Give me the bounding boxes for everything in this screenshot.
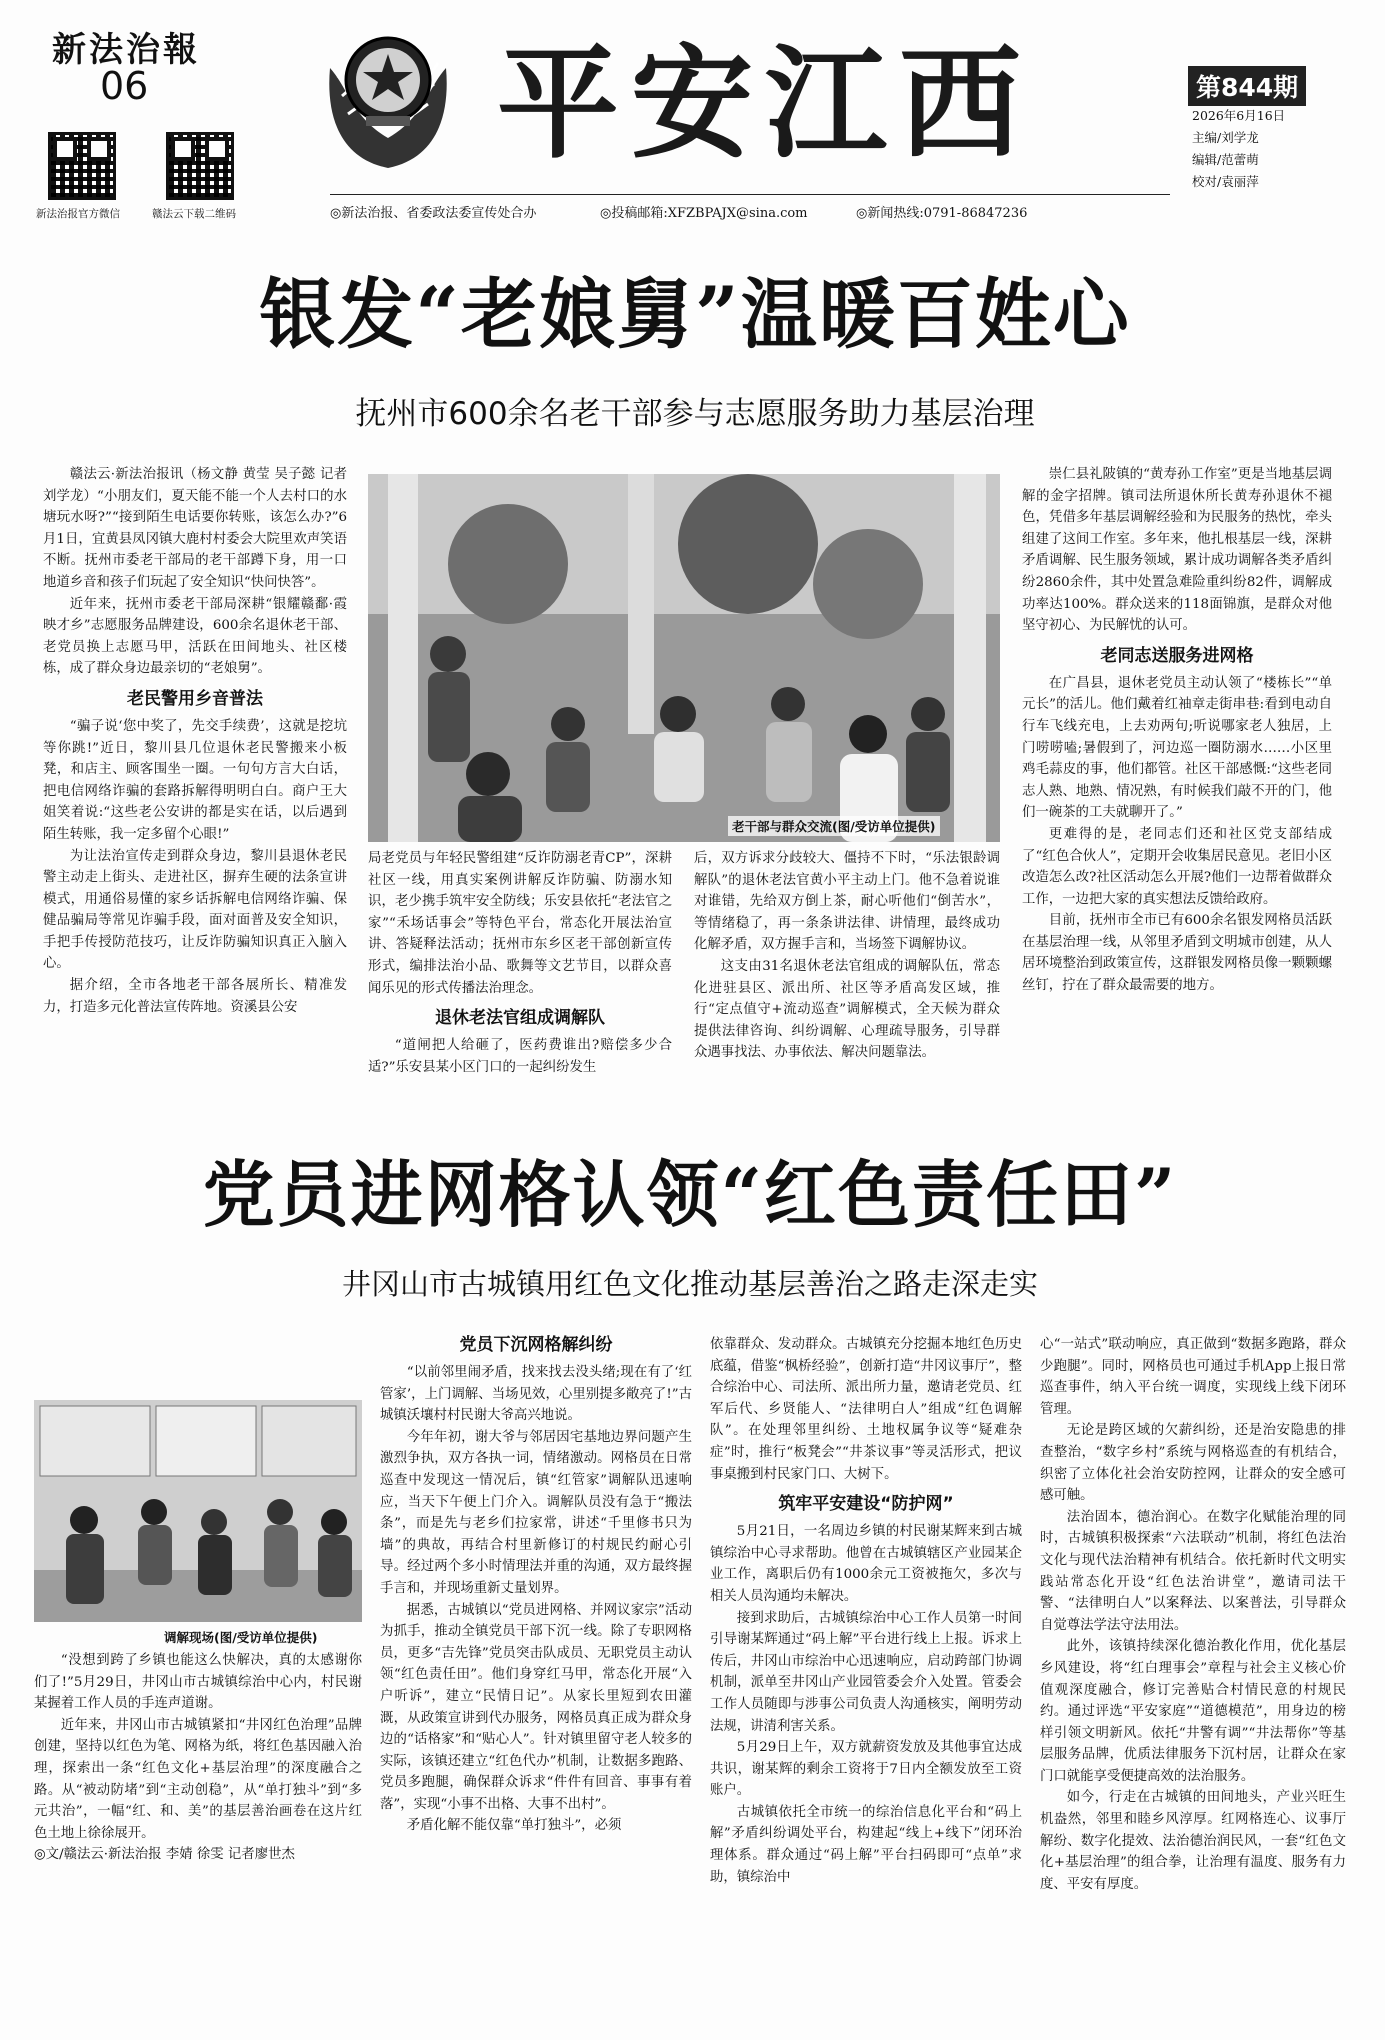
subhead-party-members: 党员下沉网格解纠纷 — [459, 1335, 613, 1355]
article2-photo-caption: 调解现场(图/受访单位提供) — [164, 1630, 318, 1645]
subhead-judges: 退休老法官组成调解队 — [435, 1008, 605, 1029]
article1-headline: 银发“老娘舅”温暖百姓心 — [259, 270, 1131, 359]
paragraph: 5月29日上午，双方就薪资发放及其他事宜达成共识，谢某辉的剩余工资将于7日内全额发放至工资账户。 — [710, 1740, 1022, 1799]
submission-email: ◎投稿邮箱:XFZBPAJX@sina.com — [600, 206, 808, 221]
paragraph: 赣法云·新法治报讯（杨文静 黄莹 吴子懿 记者刘学龙）“小朋友们，夏天能不能一个人去村口的水塘玩水呀?”“接到陌生电话要你转账，该怎么办?”6月1日，宜黄县凤冈镇大鹿村村委会大院里欢声笑语不断。抚州市委老干部局的老干部蹲下身，用一口地道乡音和孩子们玩起了安全知识“快问快答”。 — [43, 467, 347, 590]
paragraph: 今年年初，谢大爷与邻居因宅基地边界问题产生激烈争执，双方各执一词，情绪激动。网格员在日常巡查中发现这一情况后，镇“红管家”调解队迅速响应，当天下午便上门介入。调解队员没有急于“搬法条”，而是先与老乡们拉家常，讲述“千里修书只为墙”的典故，再结合村里新修订的村规民约耐心引导。经过两个多小时情理法并重的沟通，双方最终握手言和，并现场重新丈量划界。 — [380, 1429, 692, 1596]
article2-subheadline: 井冈山市古城镇用红色文化推动基层善治之路走深走实 — [341, 1267, 1038, 1301]
article1-column-2 — [368, 848, 672, 1078]
paragraph: 如今，行走在古城镇的田间地头，产业兴旺生机盎然，邻里和睦乡风淳厚。红网格连心、议事厅解纷、数字化提效、法治德治润民风，一套“红色文化+基层治理”的组合拳，让治理有温度、服务有力度、平安有厚度。 — [1040, 1790, 1346, 1892]
news-hotline: ◎新闻热线:0791-86847236 — [856, 206, 1028, 221]
paragraph: 接到求助后，古城镇综治中心工作人员第一时间引导谢某辉通过“码上解”平台进行线上上报。诉求上传后，井冈山市综治中心迅速响应，启动跨部门协调机制，派单至井冈山产业园管委会介入处置。管委会工作人员随即与涉事公司负责人沟通核实，阐明劳动法规，讲清利害关系。 — [710, 1610, 1022, 1734]
paragraph: “没想到跨了乡镇也能这么快解决，真的太感谢你们了!”5月29日，井冈山市古城镇综治中心内，村民谢某握着工作人员的手连声道谢。 — [34, 1653, 362, 1712]
paragraph: 矛盾化解不能仅靠“单打独斗”，必须 — [406, 1818, 622, 1834]
subhead-grid: 老同志送服务进网格 — [1100, 645, 1254, 666]
paragraph: 心“一站式”联动响应，真正做到“数据多跑路，群众少跑腿”。同时，网格员也可通过手机App上报日常巡查事件，纳入平台统一调度，实现线上线下闭环管理。 — [1040, 1337, 1346, 1417]
paragraph: 近年来，抚州市委老干部局深耕“银耀赣鄱·霞映才乡”志愿服务品牌建设，600余名退休老干部、老党员换上志愿马甲，活跃在田间地头、社区楼栋，成了群众身边最亲切的“老娘舅”。 — [43, 596, 347, 677]
paragraph: 局老党员与年轻民警组建“反诈防溺老青CP”，深耕社区一线，用真实案例讲解反诈防骗、防溺水知识，老少携手筑牢安全防线；乐安县依托“老法官之家”“禾场话事会”等特色平台，常态化开展法治宣讲、答疑释法活动；抚州市东乡区老干部创新宣传形式，编排法治小品、歌舞等文艺节目，以群众喜闻乐见的形式传播法治理念。 — [368, 851, 672, 996]
article1-column-1 — [43, 464, 347, 1018]
article2-headline: 党员进网格认领“红色责任田” — [202, 1152, 1178, 1237]
byline: ◎文/赣法云·新法治报 李婧 徐雯 记者廖世杰 — [34, 1847, 295, 1863]
sponsor-line: ◎新法治报、省委政法委宣传处合办 — [330, 206, 537, 221]
issue-date: 2026年6月16日 — [1192, 108, 1286, 123]
paragraph: 更难得的是，老同志们还和社区党支部结成了“红色合伙人”，定期开会收集居民意见。老旧小区改造怎么改?社区活动怎么开展?他们一边帮着做群众工作，一边把大家的真实想法反馈给政府。 — [1022, 826, 1332, 907]
article2-column-4 — [1040, 1334, 1346, 1895]
paragraph: 近年来，井冈山市古城镇紧扣“井冈红色治理”品牌创建，坚持以红色为笔、网格为纸，将红色基因融入治理，探索出一条“红色文化+基层治理”的深度融合之路。从“被动防堵”到“主动创稳”，从“单打独斗”到“多元共治”，一幅“红、和、美”的基层善治画卷在这片红色土地上徐徐展开。 — [34, 1717, 362, 1841]
article1-photo — [368, 474, 1000, 842]
paragraph: “以前邻里闹矛盾，找来找去没头绪;现在有了‘红管家’，上门调解、当场见效，心里别提多敞亮了!”古城镇沃壤村村民谢大爷高兴地说。 — [380, 1365, 692, 1424]
paragraph: 在广昌县，退休老党员主动认领了“楼栋长”“单元长”的活儿。他们戴着红袖章走街串巷:看到电动自行车飞线充电，上去劝两句;听说哪家老人独居，上门唠唠嗑;暑假到了，河边巡一圈防溺水……小区里鸡毛蒜皮的事，他们都管。社区干部感慨:“这些老同志人熟、地熟、情况熟，有时候我们敲不开的门，他们一碗茶的工夫就聊开了。” — [1022, 675, 1332, 821]
paragraph: 后，双方诉求分歧较大、僵持不下时，“乐法银龄调解队”的退休老法官黄小平主动上门。他不急着说谁对谁错，先给双方倒上茶，耐心听他们“倒苦水”，等情绪稳了，再一条条讲法律、讲情理，最终成功化解矛盾，双方握手言和，当场签下调解协议。 — [694, 851, 1000, 953]
paper-name: 新法治報 — [52, 30, 200, 70]
article1-column-4 — [1022, 464, 1332, 997]
police-emblem-logo — [318, 18, 458, 173]
article2-column-2 — [380, 1334, 692, 1837]
paragraph: 依靠群众、发动群众。古城镇充分挖掘本地红色历史底蕴，借鉴“枫桥经验”，创新打造“井冈议事厅”，整合综治中心、司法所、派出所力量，邀请老党员、红军后代、乡贤能人、“法律明白人”组成“红色调解队”。在处理邻里纠纷、土地权属争议等“疑难杂症”时，推行“板凳会”“井茶议事”等灵活形式，把议事桌搬到村民家门口、大树下。 — [710, 1337, 1022, 1482]
paragraph: 法治固本，德治润心。在数字化赋能治理的同时，古城镇积极探索“六法联动”机制，将红色法治文化与现代法治精神有机结合。依托新时代文明实践站常态化开设“红色法治讲堂”，邀请司法干警、“法律明白人”以案释法、以案普法，引导群众自觉尊法学法守法用法。 — [1040, 1509, 1346, 1633]
qr-caption-app: 赣法云下载二维码 — [152, 208, 236, 220]
article1-photo-caption: 老干部与群众交流(图/受访单位提供) — [728, 816, 940, 836]
paragraph: “道闸把人给砸了，医药费谁出?赔偿多少合适?”乐安县某小区门口的一起纠纷发生 — [368, 1038, 672, 1075]
article1-column-3 — [694, 848, 1000, 1064]
paragraph: 崇仁县礼陂镇的“黄寿孙工作室”更是当地基层调解的金字招牌。镇司法所退休所长黄寿孙退休不褪色，凭借多年基层调解经验和为民服务的热忱，牵头组建了这间工作室。多年来，他扎根基层一线，深耕矛盾调解、民生服务领域，累计成功调解各类矛盾纠纷2860余件，其中处置急难险重纠纷82件，调解成功率达100%。群众送来的118面锦旗，是群众对他坚守初心、为民解忧的认可。 — [1022, 467, 1332, 634]
qr-code-app — [166, 132, 234, 200]
qr-code-wechat — [48, 132, 116, 200]
editor: 编辑/范蕾萌 — [1192, 152, 1259, 167]
article1-subheadline: 抚州市600余名老干部参与志愿服务助力基层治理 — [355, 396, 1035, 432]
proofreader: 校对/袁丽萍 — [1192, 174, 1259, 189]
paragraph: “骗子说‘您中奖了，先交手续费’，这就是挖坑等你跳!”近日，黎川县几位退休老民警搬来小板凳，和店主、顾客围坐一圈。一句句方言大白话，把电信网络诈骗的套路拆解得明明白白。商户王大姐笑着说:“这些老公安讲的都是实在话，以后遇到陌生转账，我一定多留个心眼!” — [43, 718, 347, 842]
paragraph: 这支由31名退休老法官组成的调解队伍，常态化进驻县区、派出所、社区等矛盾高发区域，推行“定点值守+流动巡查”调解模式，全天候为群众提供法律咨询、纠纷调解、心理疏导服务，引导群众遇事找法、办事依法、解决问题靠法。 — [694, 958, 1000, 1061]
issue-badge: 第844期 — [1188, 66, 1306, 106]
article2-photo — [34, 1400, 362, 1622]
section-title: 平安江西 — [497, 31, 1033, 175]
paragraph: 5月21日，一名周边乡镇的村民谢某辉来到古城镇综治中心寻求帮助。他曾在古城镇辖区产业园某企业工作，离职后仍有1000余元工资被拖欠，多次与相关人员沟通均未解决。 — [710, 1524, 1022, 1604]
paragraph: 据悉，古城镇以“党员进网格、并网议家宗”活动为抓手，推动全镇党员干部下沉一线。除了专职网格员，更多“吉先锋”党员突击队成员、无职党员主动认领“红色责任田”。他们身穿红马甲，常态化开展“入户听诉”，建立“民情日记”。从家长里短到农田灌溉，从政策宣讲到代办服务，网格员真正成为群众身边的“话格家”和“贴心人”。针对镇里留守老人较多的实际，该镇还建立“红色代办”机制，让数据多跑路、党员多跑腿，确保群众诉求“件件有回音、事事有着落”，实现“小事不出格、大事不出村”。 — [380, 1602, 692, 1812]
article2-column-3 — [710, 1334, 1022, 1888]
paragraph: 古城镇依托全市统一的综治信息化平台和“码上解”矛盾纠纷调处平台，构建起“线上+线下”闭环治理体系。群众通过“码上解”平台扫码即可“点单”求助，镇综治中 — [710, 1804, 1022, 1885]
article2-column-1 — [34, 1650, 362, 1866]
editor-in-chief: 主编/刘学龙 — [1192, 130, 1259, 145]
paragraph: 此外，该镇持续深化德治教化作用，优化基层乡风建设，将“红白理事会”章程与社会主义核心价值观深度融合，修订完善贴合村情民意的村规民约。通过评选“平安家庭”“道德模范”，用身边的榜样引领文明新风。依托“井警有调”“井法帮你”等基层服务品牌，优质法律服务下沉村居，让群众在家门口就能享受便捷高效的法治服务。 — [1040, 1639, 1346, 1784]
paragraph: 据介绍，全市各地老干部各展所长、精准发力，打造多元化普法宣传阵地。资溪县公安 — [43, 978, 347, 1015]
paragraph: 为让法治宣传走到群众身边，黎川县退休老民警主动走上街头、走进社区，摒弃生硬的法条宣讲模式，用通俗易懂的家乡话拆解电信网络诈骗、保健品骗局等常见诈骗手段，面对面普及安全知识，手把手传授防范技巧，让反诈防骗知识真正入脑入心。 — [43, 848, 347, 972]
masthead-rule — [330, 194, 1170, 195]
qr-caption-wechat: 新法治报官方微信 — [36, 208, 120, 220]
subhead-police: 老民警用乡音普法 — [127, 688, 263, 709]
page-number: 06 — [100, 64, 149, 108]
paragraph: 无论是跨区域的欠薪纠纷，还是治安隐患的排查整治，“数字乡村”系统与网格巡查的有机结合，织密了立体化社会治安防控网，让群众的安全感可感可触。 — [1040, 1423, 1346, 1504]
subhead-safety-net: 筑牢平安建设“防护网” — [778, 1494, 954, 1515]
paragraph: 目前，抚州市全市已有600余名银发网格员活跃在基层治理一线，从邻里矛盾到文明城市创建，从人居环境整治到政策宣传，这群银发网格员像一颗颗螺丝钉，拧在了群众最需要的地方。 — [1022, 913, 1332, 994]
